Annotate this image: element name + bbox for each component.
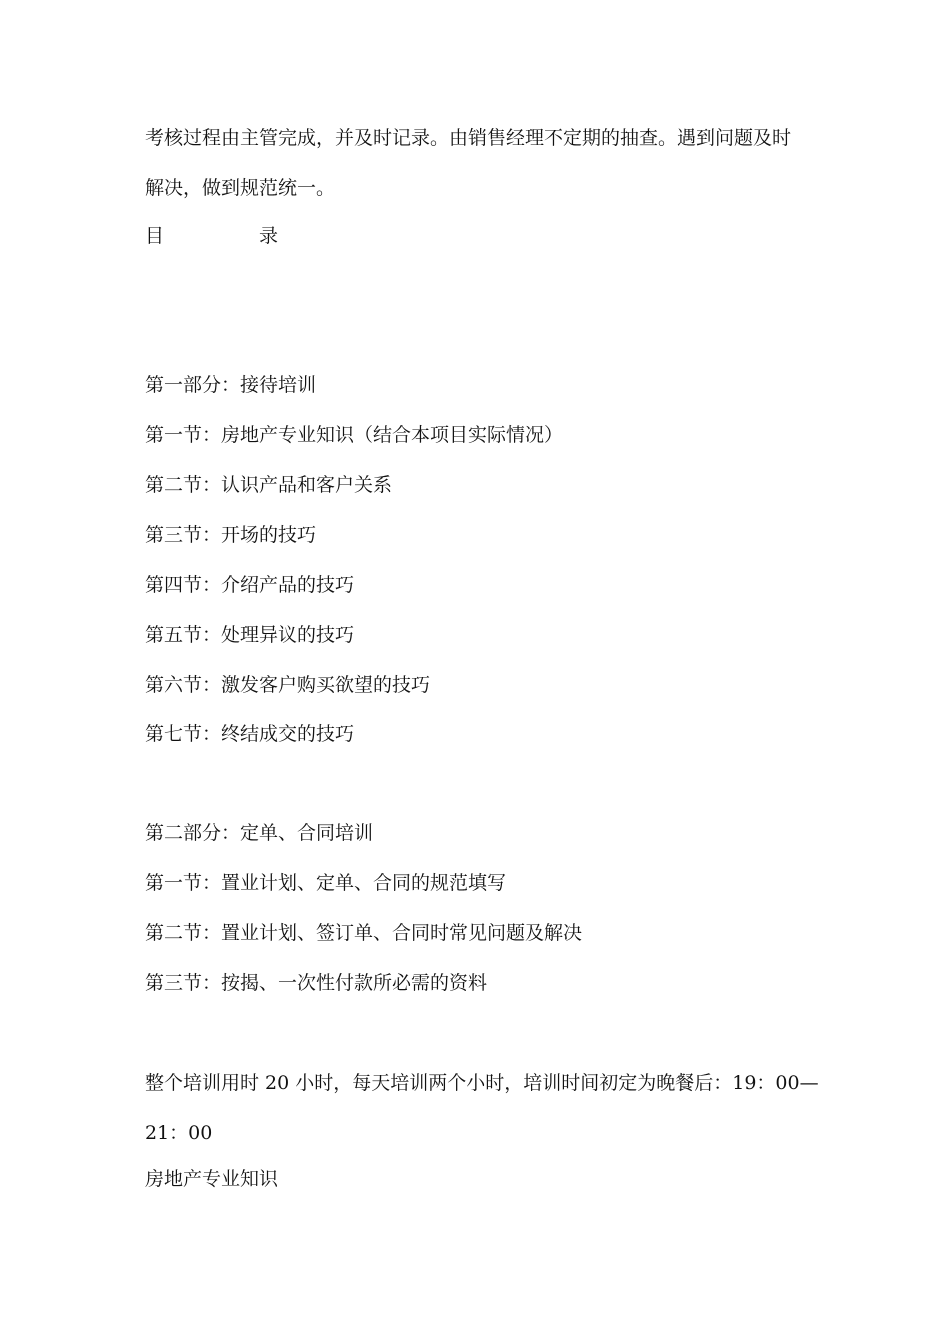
schedule-line-2: 21：00 [145,1122,213,1144]
toc-title-left: 目 [145,225,165,247]
toc-item: 第四节：介绍产品的技巧 [145,574,355,596]
schedule-line-1: 整个培训用时 20 小时，每天培训两个小时，培训时间初定为晚餐后：19：00— [145,1072,819,1094]
toc-item: 第一节：置业计划、定单、合同的规范填写 [145,872,507,894]
intro-line-2: 解决，做到规范统一。 [145,177,336,199]
toc-item: 第五节：处理异议的技巧 [145,624,355,646]
toc-item: 第三节：开场的技巧 [145,524,317,546]
toc-item: 第三节：按揭、一次性付款所必需的资料 [145,972,488,994]
toc-title-right: 录 [259,225,279,247]
section-heading: 房地产专业知识 [145,1168,279,1190]
toc-item: 第二节：认识产品和客户关系 [145,474,393,496]
part1-heading: 第一部分：接待培训 [145,374,317,396]
toc-item: 第一节：房地产专业知识（结合本项目实际情况） [145,424,564,446]
toc-item: 第六节：激发客户购买欲望的技巧 [145,674,431,696]
toc-item: 第七节：终结成交的技巧 [145,723,355,745]
part2-heading: 第二部分：定单、合同培训 [145,822,374,844]
intro-line-1: 考核过程由主管完成，并及时记录。由销售经理不定期的抽查。遇到问题及时 [145,127,792,149]
toc-item: 第二节：置业计划、签订单、合同时常见问题及解决 [145,922,583,944]
